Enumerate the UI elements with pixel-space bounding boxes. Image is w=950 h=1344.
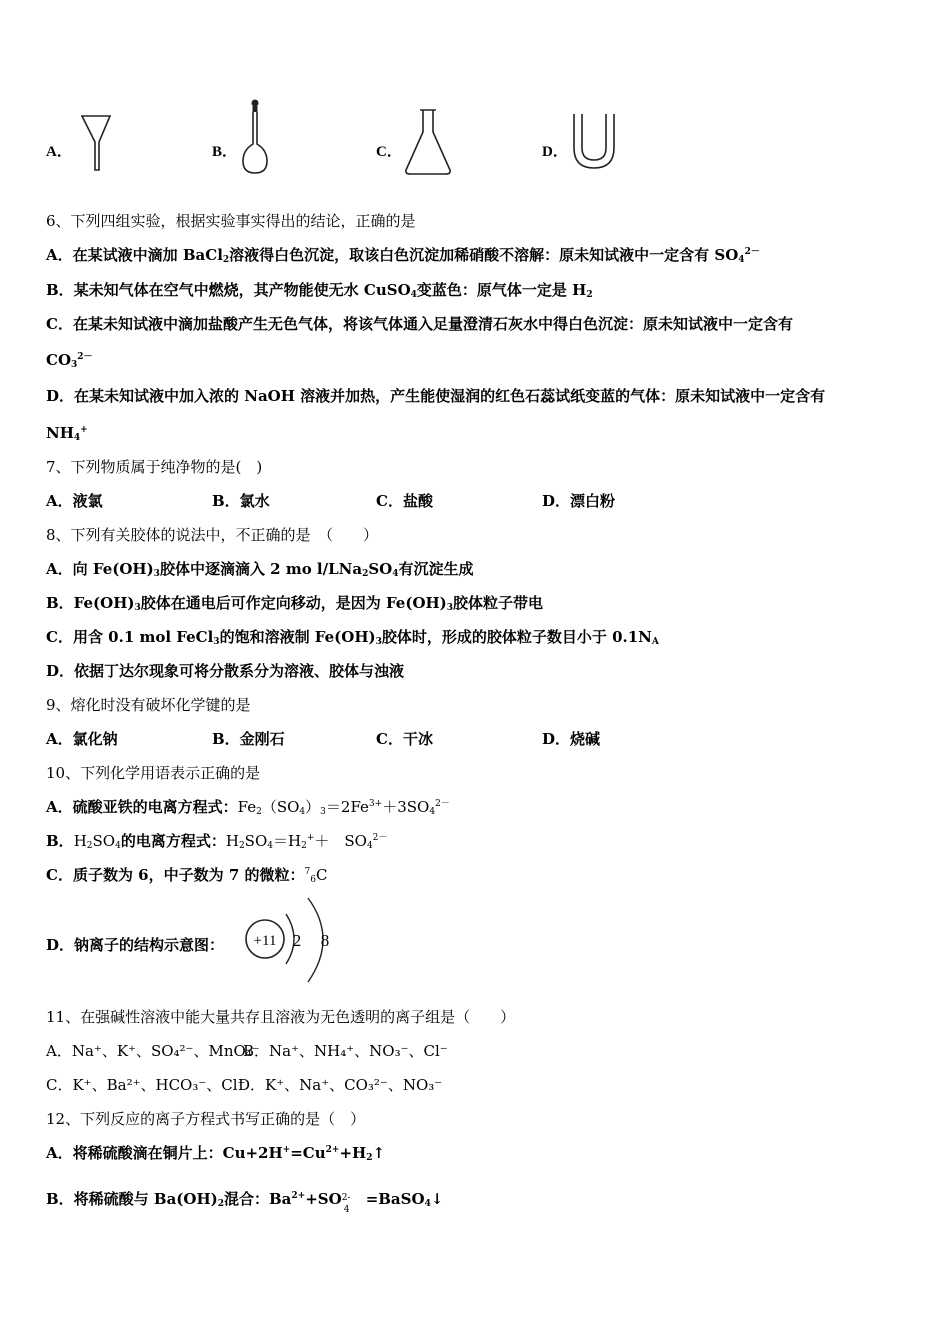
volumetric-flask-icon <box>240 98 276 178</box>
q6-option-d: D．在某未知试液中加入浓的 NaOH 溶液并加热，产生能使湿润的红色石蕊试纸变蓝的气体：原未知试液中一定含有 <box>46 387 826 405</box>
q11-stem: 11、在强碱性溶液中能大量共存且溶液为无色透明的离子组是（ ） <box>46 1008 516 1026</box>
q9-option-d: D．烧碱 <box>542 730 601 748</box>
q8-option-a: A．向 $Fe(OH)_3$胶体中逐滴滴入 2 mo $l/LNa_2SO_4$有沉淀生成 <box>46 560 474 579</box>
q6-option-c: C．在某未知试液中滴加盐酸产生无色气体，将该气体通入足量澄清石灰水中得白色沉淀：原未知试液中一定含有 <box>46 315 793 333</box>
q10-option-b: B．$H_2SO_4$的电离方程式：$H_2SO_4=H_2^++$ $SO_4^{2-}$ <box>46 832 388 851</box>
option-c-label: C． <box>376 144 402 160</box>
q11-option-a: A．Na⁺、K⁺、SO₄²⁻、MnO₄⁻ <box>46 1042 260 1060</box>
q9-option-b: B．金刚石 <box>212 730 285 748</box>
q8-stem: 8、下列有关胶体的说法中，不正确的是 （ ） <box>46 526 379 544</box>
q8-option-b: B．$Fe(OH)_3$胶体在通电后可作定向移动，是因为 $Fe(OH)_3$胶体粒子带电 <box>46 594 544 613</box>
q9-stem: 9、熔化时没有破坏化学键的是 <box>46 696 251 714</box>
q10-stem: 10、下列化学用语表示正确的是 <box>46 764 261 782</box>
q6-option-c-cont: $CO_3^{2-}$ <box>46 351 93 370</box>
shell1-label: 2 <box>292 931 302 950</box>
q7-option-a: A．液氯 <box>46 492 103 510</box>
q7-option-d: D．漂白粉 <box>542 492 616 510</box>
q11-option-c: C．K⁺、Ba²⁺、HCO₃⁻、Cl⁻ <box>46 1076 246 1094</box>
q11-option-d: D．K⁺、Na⁺、CO₃²⁻、NO₃⁻ <box>238 1076 443 1094</box>
option-a-label: A． <box>46 144 72 160</box>
q6-stem: 6、下列四组实验，根据实验事实得出的结论，正确的是 <box>46 212 416 230</box>
conical-flask-icon <box>402 106 456 180</box>
q8-option-d: D．依据丁达尔现象可将分散系分为溶液、胶体与浊液 <box>46 662 405 680</box>
q10-option-a: A．硫酸亚铁的电离方程式：$Fe_2(SO_4)_3=2Fe^{3+}+3SO_4^{2-}$ <box>46 798 450 817</box>
q8-option-c: C．用含 0.1 mol FeCl$_3$的饱和溶液制 $Fe(OH)_3$胶体时，形成的胶体粒子数目小于 $0.1N_A$ <box>46 628 659 647</box>
option-b-label: B． <box>212 144 238 160</box>
q6-option-a: A．在某试液中滴加 BaCl$_2$溶液得白色沉淀，取该白色沉淀加稀硝酸不溶解：原未知试液中一定含有 $SO_4^{2-}$ <box>46 246 760 265</box>
sodium-ion-diagram <box>242 892 338 988</box>
shell2-label: 8 <box>320 931 330 950</box>
q6-option-b: B．某未知气体在空气中燃烧，其产物能使无水 CuSO$_4$变蓝色：原气体一定是 $H_2$ <box>46 281 593 300</box>
q10-option-d: D．钠离子的结构示意图： <box>46 936 225 954</box>
q7-option-b: B．氯水 <box>212 492 270 510</box>
q12-stem: 12、下列反应的离子方程式书写正确的是（ ） <box>46 1110 366 1128</box>
q12-option-b: B．将稀硫酸与 $Ba(OH)_2$混合：$Ba^{2+}+SO$ 2- 4 =BaSO$_4$↓ <box>46 1190 444 1215</box>
funnel-icon <box>80 112 114 174</box>
u-tube-icon <box>570 108 622 174</box>
q10-option-c: C．质子数为 6，中子数为 7 的微粒：$^7_6$C <box>46 866 328 885</box>
q11-option-b: B．Na⁺、NH₄⁺、NO₃⁻、Cl⁻ <box>243 1042 448 1060</box>
q7-option-c: C．盐酸 <box>376 492 433 510</box>
q7-stem: 7、下列物质属于纯净物的是( ) <box>46 458 263 476</box>
q9-option-c: C．干冰 <box>376 730 433 748</box>
q9-option-a: A．氯化钠 <box>46 730 118 748</box>
nucleus-label: +11 <box>253 933 277 949</box>
q12-option-a: A．将稀硫酸滴在铜片上：$Cu+2H^+=Cu^{2+}+H_2↑$ <box>46 1144 386 1163</box>
option-d-label: D． <box>542 144 568 160</box>
q6-option-d-cont: $NH_4^+$ <box>46 424 88 443</box>
